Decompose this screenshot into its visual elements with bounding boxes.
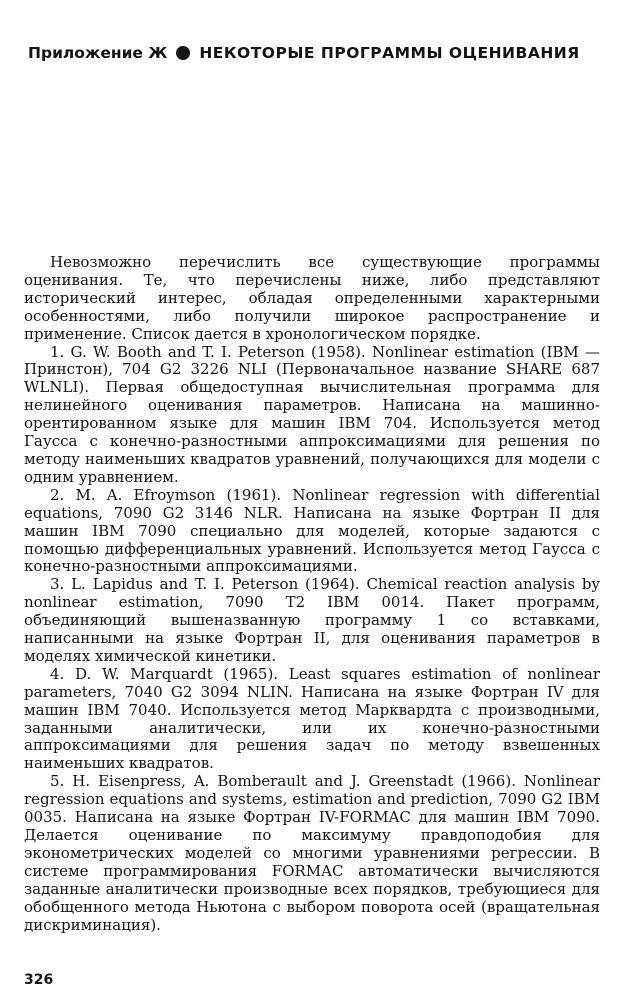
- intro-paragraph: Невозможно перечислить все существующие программы оценивания. Те, что перечислены ниже, либо представляют исторический интерес, обладая определенными характерными особенностями, либо получили широкое распространение и применение. Список дается в хронологическом порядке.: [24, 253, 600, 343]
- program-entry-2: 2. M. A. Efroymson (1961). Nonlinear regression with differential equations, 7090 G2 3146 NLR. Написана на языке Фортран II для машин IBM 7090 специально для моделей, которые задаются с помощью дифференциальных уравнений. Используется метод Гаусса с конечно-разностными аппроксимациями.: [24, 485, 600, 576]
- page-number: 326: [24, 972, 54, 988]
- appendix-title: НЕКОТОРЫЕ ПРОГРАММЫ ОЦЕНИВАНИЯ: [199, 44, 580, 62]
- body-text: [24, 254, 600, 934]
- program-entry-1: 1. G. W. Booth and T. I. Peterson (1958). Nonlinear estimation (IBM — Принстон), 704 G2 3226 NLI (Первоначальное название SHARE 687 WLNLI). Первая общедоступная вычислительная программа для нелинейного оценивания параметров. Написана на машинно-орентированном языке для машин IBM 704. Используется метод Гаусса с конечно-разностными аппроксимациями для решения по методу наименьших квадратов уравнений, получающихся для модели с одним уравнением.: [24, 342, 600, 486]
- program-entry-4: 4. D. W. Marquardt (1965). Least squares estimation of nonlinear parameters, 7040 G2 3094 NLIN. Написана на языке Фортран IV для машин IBM 7040. Используется метод Марквардта с производными, заданными аналитически, или их конечно-разностными аппроксимациями для решения задач по методу взвешенных наименьших квадратов.: [24, 664, 600, 773]
- program-entry-3: 3. L. Lapidus and T. I. Peterson (1964). Chemical reaction analysis by nonlinear estimation, 7090 T2 IBM 0014. Пакет программ, объединяющий вышеназванную программу 1 со вставками, написанными на языке Фортран II, для оценивания параметров в моделях химической кинетики.: [24, 575, 600, 665]
- program-entry-5: 5. H. Eisenpress, A. Bomberault and J. Greenstadt (1966). Nonlinear regression equations and systems, estimation and prediction, 7090 G2 IBM 0035. Написана на языке Фортран IV-FORMAC для машин IBM 7090. Делается оценивание по максимуму правдоподобия для эконометрических моделей со многими уравнениями регрессии. В системе программирования FORMAC автоматически вычисляются заданные аналитически производные всех порядков, требующиеся для обобщенного метода Ньютона с выбором поворота осей (вращательная дискриминация).: [24, 772, 600, 934]
- appendix-label: Приложение Ж: [28, 44, 168, 62]
- appendix-header: [28, 44, 608, 62]
- bullet-dot-icon: [176, 46, 190, 60]
